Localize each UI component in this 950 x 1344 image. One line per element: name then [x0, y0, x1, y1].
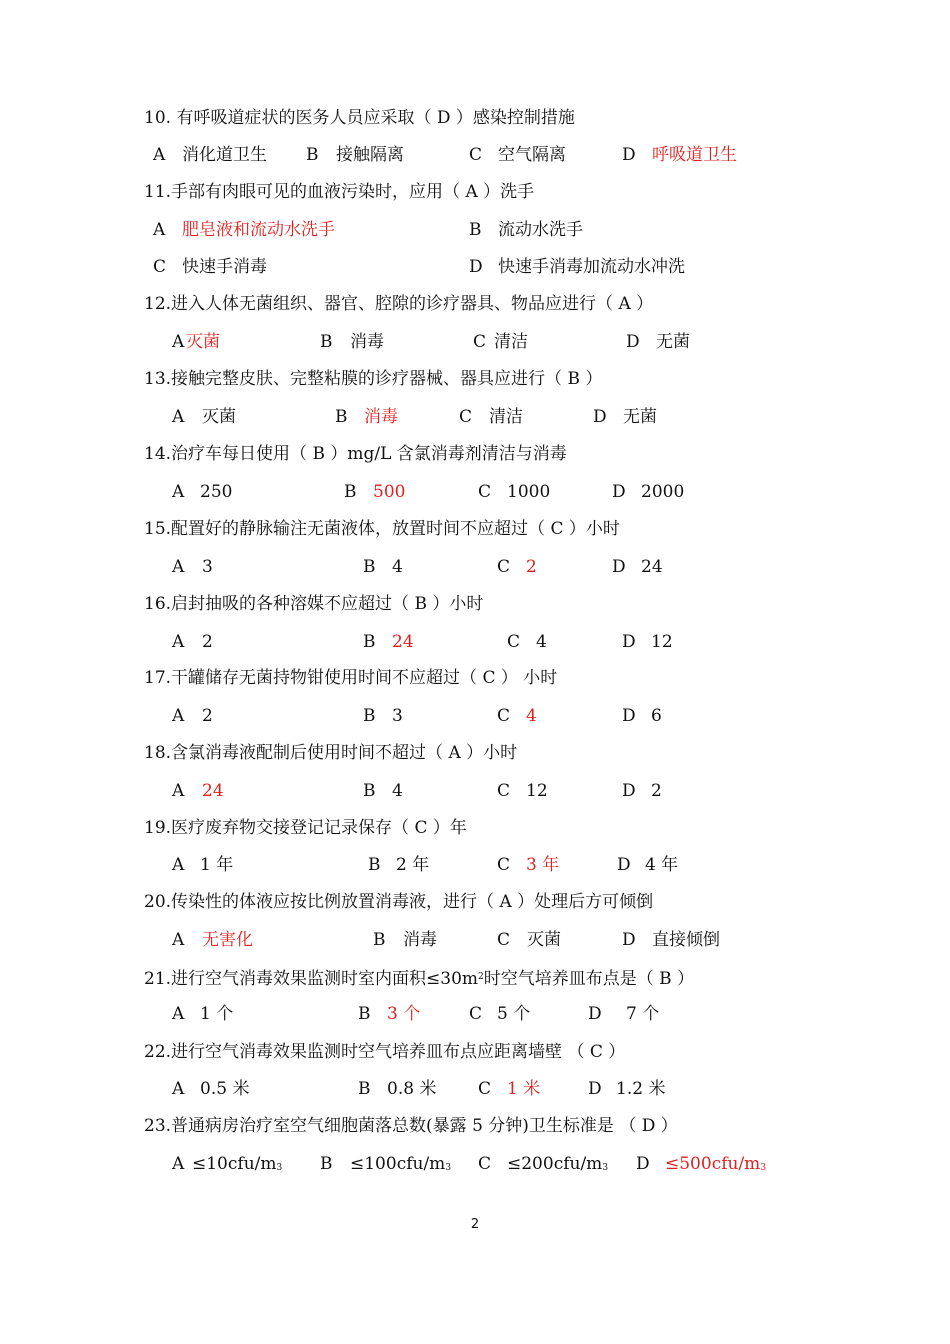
- option-label: D: [612, 482, 626, 502]
- option-text-correct: 24: [392, 632, 414, 652]
- option-text: 7 个: [626, 1004, 660, 1024]
- option-text: 快速手消毒加流动水冲洗: [498, 257, 685, 277]
- option-label: D: [622, 781, 636, 801]
- option-text: 灭菌: [527, 930, 561, 950]
- option-label: B: [363, 632, 376, 652]
- option-label: D: [588, 1004, 602, 1024]
- option-label: A: [172, 855, 185, 875]
- option-text-correct: 呼吸道卫生: [652, 145, 737, 165]
- question-stem: 12.进入人体无菌组织、器官、腔隙的诊疗器具、物品应进行（ A ）: [144, 294, 654, 314]
- option-text: 0.8 米: [387, 1079, 437, 1099]
- option-label: A: [172, 1154, 185, 1174]
- option-label: B: [358, 1079, 371, 1099]
- option-text: 灭菌: [202, 407, 236, 427]
- option-label: A: [172, 930, 185, 950]
- option-label: B: [373, 930, 386, 950]
- option-text: 空气隔离: [498, 145, 566, 165]
- question-stem: 15.配置好的静脉输注无菌液体，放置时间不应超过（ C ）小时: [144, 519, 620, 539]
- question-stem: 11.手部有肉眼可见的血液污染时，应用（ A ）洗手: [144, 182, 535, 202]
- question-stem: 10. 有呼吸道症状的医务人员应采取（ D ）感染控制措施: [144, 108, 575, 128]
- option-text-correct: 4: [526, 706, 537, 726]
- option-label: A: [153, 220, 166, 240]
- option-label: C: [473, 332, 487, 352]
- option-text: $\le 100cfu/m_3$: [350, 1154, 452, 1174]
- option-label: A: [172, 1004, 185, 1024]
- option-label: A: [172, 332, 185, 352]
- option-text: 1 个: [200, 1004, 234, 1024]
- option-label: D: [617, 855, 631, 875]
- option-text: 12: [651, 632, 673, 652]
- option-text: 4: [392, 781, 403, 801]
- option-label: C: [478, 482, 492, 502]
- option-text: 无菌: [656, 332, 690, 352]
- option-text: 清洁: [494, 332, 528, 352]
- option-label: C: [478, 1154, 492, 1174]
- option-label: C: [153, 257, 167, 277]
- option-label: C: [459, 407, 473, 427]
- option-label: B: [320, 1154, 333, 1174]
- option-text: 2 年: [396, 855, 430, 875]
- option-label: C: [478, 1079, 492, 1099]
- option-label: A: [172, 482, 185, 502]
- option-text-correct: 1 米: [507, 1079, 541, 1099]
- option-label: C: [497, 781, 511, 801]
- option-label: D: [622, 145, 636, 165]
- question-stem: 13.接触完整皮肤、完整粘膜的诊疗器械、器具应进行（ B ）: [144, 369, 603, 389]
- option-label: C: [469, 145, 483, 165]
- option-label: B: [320, 332, 333, 352]
- option-text: $\le 10cfu/m_3$: [192, 1154, 283, 1174]
- option-text: 清洁: [489, 407, 523, 427]
- superscript-2: 2: [478, 972, 484, 982]
- option-label: A: [172, 557, 185, 577]
- option-label: C: [497, 557, 511, 577]
- option-label: A: [172, 407, 185, 427]
- option-text: 5 个: [497, 1004, 531, 1024]
- option-label: C: [497, 706, 511, 726]
- option-text: 无菌: [623, 407, 657, 427]
- option-text-correct: 肥皂液和流动水洗手: [182, 220, 335, 240]
- option-label: D: [469, 257, 483, 277]
- option-text: 2: [651, 781, 662, 801]
- option-text-correct: 3 个: [387, 1004, 421, 1024]
- option-label: C: [469, 1004, 483, 1024]
- question-stem: 17.干罐储存无菌持物钳使用时间不应超过（ C ） 小时: [144, 668, 558, 688]
- option-text: 4: [536, 632, 547, 652]
- question-stem: 16.启封抽吸的各种溶媒不应超过（ B ）小时: [144, 594, 484, 614]
- option-text: 1 年: [200, 855, 234, 875]
- option-label: D: [588, 1079, 602, 1099]
- option-text: 消毒: [350, 332, 384, 352]
- option-text: 4 年: [645, 855, 679, 875]
- option-text: 直接倾倒: [652, 930, 720, 950]
- option-text: 0.5 米: [200, 1079, 250, 1099]
- option-text-correct: 2: [526, 557, 537, 577]
- option-text-correct: 无害化: [202, 930, 253, 950]
- option-label: C: [497, 930, 511, 950]
- option-label: A: [172, 632, 185, 652]
- option-text: 3: [392, 706, 403, 726]
- option-label: D: [636, 1154, 650, 1174]
- question-stem: [144, 966, 694, 990]
- option-text: 24: [641, 557, 663, 577]
- option-label: C: [497, 855, 511, 875]
- option-label: D: [612, 557, 626, 577]
- option-label: A: [172, 706, 185, 726]
- option-text-correct: 500: [373, 482, 406, 502]
- option-label: B: [363, 781, 376, 801]
- option-label: B: [368, 855, 381, 875]
- option-label: B: [363, 557, 376, 577]
- question-stem-tail: 时空气培养皿布点是（ B ）: [483, 969, 695, 989]
- option-text: $\le 200cfu/m_3$: [507, 1154, 609, 1174]
- option-label: D: [622, 632, 636, 652]
- option-label: B: [358, 1004, 371, 1024]
- option-text: 2000: [641, 482, 685, 502]
- option-text: 1.2 米: [616, 1079, 666, 1099]
- option-text-correct: 灭菌: [186, 332, 220, 352]
- option-text-correct: $\le 500cfu/m_3$: [665, 1154, 767, 1174]
- option-text: 4: [392, 557, 403, 577]
- option-text: 接触隔离: [336, 145, 404, 165]
- option-label: B: [469, 220, 482, 240]
- option-text: 250: [200, 482, 233, 502]
- question-stem: 18.含氯消毒液配制后使用时间不超过（ A ）小时: [144, 743, 518, 763]
- option-label: B: [306, 145, 319, 165]
- option-label: A: [172, 1079, 185, 1099]
- option-label: D: [622, 706, 636, 726]
- option-label: C: [507, 632, 521, 652]
- question-stem: 20.传染性的体液应按比例放置消毒液，进行（ A ）处理后方可倾倒: [144, 892, 654, 912]
- question-stem: 23.普通病房治疗室空气细胞菌落总数(暴露 5 分钟)卫生标准是 （ D ）: [144, 1116, 678, 1136]
- option-text: 2: [202, 632, 213, 652]
- option-text: 6: [651, 706, 662, 726]
- option-label: B: [335, 407, 348, 427]
- option-text-correct: 3 年: [526, 855, 560, 875]
- question-stem: 22.进行空气消毒效果监测时空气培养皿布点应距离墙壁 （ C ）: [144, 1042, 626, 1062]
- option-label: D: [593, 407, 607, 427]
- option-label: D: [622, 930, 636, 950]
- option-text: 消化道卫生: [182, 145, 267, 165]
- option-text: 流动水洗手: [498, 220, 583, 240]
- question-stem: 14.治疗车每日使用（ B ）mg/L 含氯消毒剂清洁与消毒: [144, 444, 567, 464]
- option-text: 快速手消毒: [182, 257, 267, 277]
- option-text: 2: [202, 706, 213, 726]
- option-text: 消毒: [403, 930, 437, 950]
- option-text: 3: [202, 557, 213, 577]
- option-label: B: [344, 482, 357, 502]
- option-label: A: [153, 145, 166, 165]
- option-text-correct: 24: [202, 781, 224, 801]
- question-stem-head: 21.进行空气消毒效果监测时室内面积≤30m: [144, 969, 479, 989]
- option-text-correct: 消毒: [364, 407, 398, 427]
- question-stem: 19.医疗废弃物交接登记记录保存（ C ）年: [144, 818, 467, 838]
- option-text: 12: [526, 781, 548, 801]
- option-label: A: [172, 781, 185, 801]
- option-label: D: [626, 332, 640, 352]
- page-number: 2: [470, 1217, 480, 1232]
- option-text: 1000: [507, 482, 551, 502]
- option-label: B: [363, 706, 376, 726]
